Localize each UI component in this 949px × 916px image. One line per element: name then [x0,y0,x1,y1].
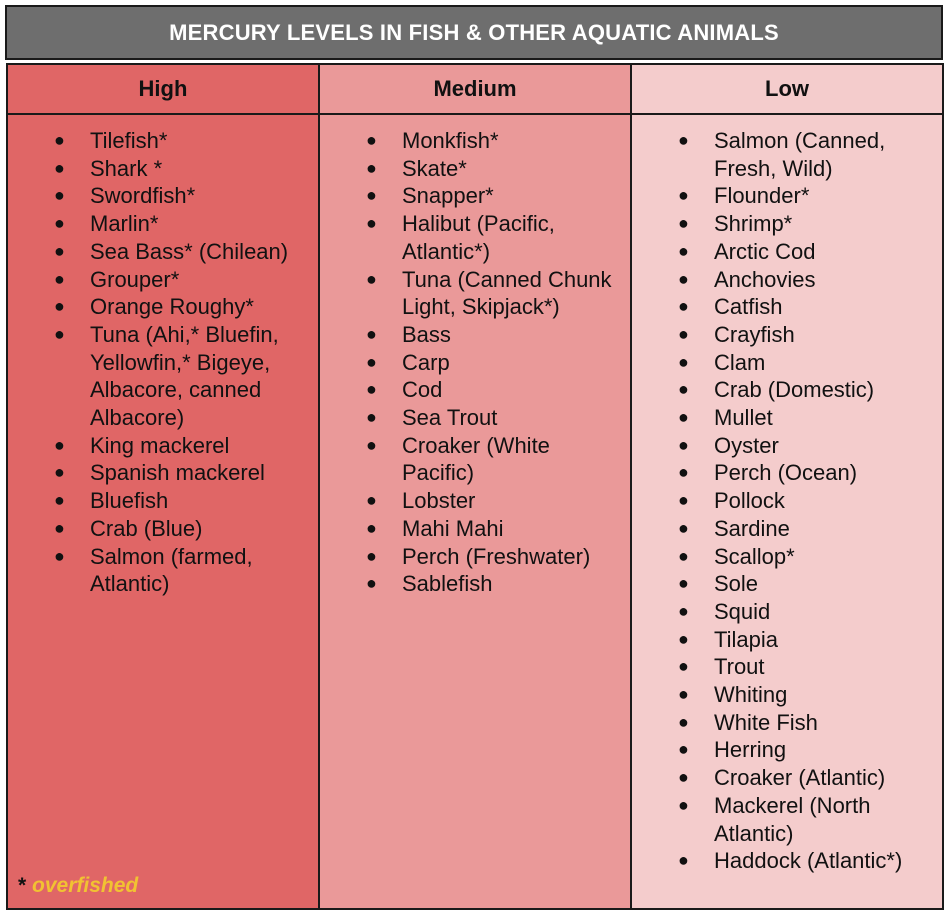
list-item [632,709,942,737]
list-item [632,681,942,709]
bullet-icon: ● [366,545,377,566]
list-item-label: Tuna (Ahi,* Bluefin, Yellowfin,* Bigeye, Albacore, canned Albacore) [90,321,279,431]
list-item [632,238,942,266]
bullet-icon: ● [678,794,689,815]
list-item-label: Perch (Ocean) [714,460,858,486]
list-item [8,543,318,598]
list-item [320,570,630,598]
list-item [632,736,942,764]
list-item [632,293,942,321]
list-item-label: Salmon (farmed, Atlantic) [90,543,253,597]
list-item-label: Haddock (Atlantic*) [714,848,903,874]
list-item [320,487,630,515]
bullet-icon: ● [678,213,689,234]
list-item-label: Tilapia [714,626,778,652]
list-item-label: Carp [402,349,450,375]
bullet-icon: ● [678,628,689,649]
list-item-label: Snapper* [402,183,494,209]
list-item [632,598,942,626]
bullet-icon: ● [54,213,65,234]
bullet-icon: ● [678,462,689,483]
list-item [320,182,630,210]
bullet-icon: ● [366,157,377,178]
bullet-icon: ● [678,268,689,289]
column-body-high [8,115,320,908]
list-item-label: Arctic Cod [714,238,816,264]
list-item [8,459,318,487]
bullet-icon: ● [54,268,65,289]
list-item-label: Scallop* [714,543,795,569]
list-item [632,570,942,598]
list-item [632,321,942,349]
mercury-levels-table [6,63,944,910]
bullet-icon: ● [678,379,689,400]
list-item [632,182,942,210]
list-item [632,349,942,377]
list-item [632,626,942,654]
list-item-label: Sardine [714,515,790,541]
bullet-icon: ● [366,379,377,400]
list-item-label: Crab (Domestic) [714,377,875,403]
bullet-icon: ● [678,600,689,621]
list-item-label: Crab (Blue) [90,515,203,541]
list-item [320,210,630,265]
bullet-icon: ● [366,130,377,150]
bullet-icon: ● [678,434,689,455]
bullet-icon: ● [366,490,377,511]
list-item [8,210,318,238]
list-low [632,115,942,875]
list-item-label: Catfish [714,294,783,320]
list-item-label: Halibut (Pacific, Atlantic*) [402,211,555,264]
list-item-label: Bluefish [90,488,169,514]
list-item-label: Anchovies [714,266,816,292]
list-item-label: Swordfish* [90,183,196,209]
bullet-icon: ● [366,213,377,234]
list-item [320,432,630,487]
list-item-label: Shrimp* [714,211,793,237]
bullet-icon: ● [678,130,689,150]
bullet-icon: ● [678,296,689,317]
bullet-icon: ● [678,545,689,566]
bullet-icon: ● [54,462,65,483]
bullet-icon: ● [54,157,65,178]
column-header-medium: Medium [320,65,632,115]
list-item [632,487,942,515]
list-item-label: White Fish [714,709,818,735]
bullet-icon: ● [366,268,377,289]
bullet-icon: ● [678,711,689,732]
bullet-icon: ● [678,351,689,372]
list-item [632,764,942,792]
list-item [320,404,630,432]
list-item [632,515,942,543]
page-title: MERCURY LEVELS IN FISH & OTHER AQUATIC ANIMALS [5,5,943,60]
bullet-icon: ● [678,185,689,206]
list-item [320,321,630,349]
list-item-label: Mullet [714,405,773,431]
bullet-icon: ● [366,407,377,428]
footnote-star: * [18,874,27,897]
list-item [632,127,942,182]
list-item [320,127,630,155]
bullet-icon: ● [678,240,689,261]
list-item [320,376,630,404]
list-item [8,487,318,515]
list-item [8,321,318,432]
list-item [320,155,630,183]
bullet-icon: ● [54,490,65,511]
list-item-label: Herring [714,737,787,763]
list-item-label: Sea Trout [402,405,498,431]
list-item-label: Pollock [714,488,785,514]
bullet-icon: ● [678,739,689,760]
bullet-icon: ● [54,517,65,538]
list-item [8,238,318,266]
bullet-icon: ● [366,434,377,455]
bullet-icon: ● [678,684,689,705]
bullet-icon: ● [54,240,65,261]
list-item-label: Spanish mackerel [90,460,265,486]
list-item-label: Oyster [714,432,779,458]
bullet-icon: ● [366,185,377,206]
list-item-label: Shark * [90,155,163,181]
list-item-label: King mackerel [90,432,230,458]
list-item [8,432,318,460]
list-item-label: Trout [714,654,765,680]
list-item-label: Tilefish* [90,128,168,153]
list-item-label: Skate* [402,155,467,181]
list-medium [320,115,630,598]
list-item-label: Mahi Mahi [402,515,504,541]
list-item-label: Bass [402,321,451,347]
list-item [632,432,942,460]
list-item-label: Sole [714,571,759,597]
list-item [320,515,630,543]
list-item [632,847,942,875]
list-item [320,266,630,321]
list-item-label: Croaker (White Pacific) [402,432,550,486]
bullet-icon: ● [366,351,377,372]
list-item [632,210,942,238]
list-item [632,459,942,487]
column-header-high: High [8,65,320,115]
bullet-icon: ● [54,130,65,150]
list-item-label: Flounder* [714,183,810,209]
column-body-medium [320,115,632,908]
list-item-label: Croaker (Atlantic) [714,765,886,791]
list-item-label: Perch (Freshwater) [402,543,591,569]
list-item-label: Cod [402,377,443,403]
list-item-label: Lobster [402,488,476,514]
bullet-icon: ● [678,573,689,594]
list-item-label: Crayfish [714,321,795,347]
list-item [320,543,630,571]
bullet-icon: ● [678,490,689,511]
list-item-label: Monkfish* [402,128,499,153]
list-item-label: Sea Bass* (Chilean) [90,238,289,264]
column-body-low [632,115,942,908]
list-item-label: Sablefish [402,571,493,597]
list-item [8,515,318,543]
list-item-label: Clam [714,349,766,375]
list-item [632,543,942,571]
bullet-icon: ● [366,323,377,344]
list-item [632,792,942,847]
list-item [8,266,318,294]
list-item-label: Mackerel (North Atlantic) [714,792,871,846]
bullet-icon: ● [678,767,689,788]
list-item-label: Squid [714,598,771,624]
list-item [632,376,942,404]
list-item-label: Marlin* [90,211,159,237]
list-item-label: Whiting [714,682,788,708]
list-item [8,182,318,210]
list-item-label: Tuna (Canned Chunk Light, Skipjack*) [402,266,612,320]
bullet-icon: ● [54,545,65,566]
list-item [632,653,942,681]
list-item [320,349,630,377]
list-item [8,127,318,155]
list-item [632,404,942,432]
column-header-low: Low [632,65,942,115]
list-item-label: Orange Roughy* [90,294,254,320]
bullet-icon: ● [678,850,689,871]
bullet-icon: ● [366,517,377,538]
list-item-label: Salmon (Canned, Fresh, Wild) [714,128,886,181]
bullet-icon: ● [54,185,65,206]
bullet-icon: ● [678,517,689,538]
bullet-icon: ● [54,296,65,317]
bullet-icon: ● [54,434,65,455]
bullet-icon: ● [54,323,65,344]
list-item-label: Grouper* [90,266,180,292]
footnote-text: overfished [32,874,139,897]
bullet-icon: ● [678,407,689,428]
list-item [632,266,942,294]
list-item [8,155,318,183]
overfished-footnote [18,874,138,898]
bullet-icon: ● [678,323,689,344]
bullet-icon: ● [678,656,689,677]
list-high [8,115,318,598]
bullet-icon: ● [366,573,377,594]
list-item [8,293,318,321]
